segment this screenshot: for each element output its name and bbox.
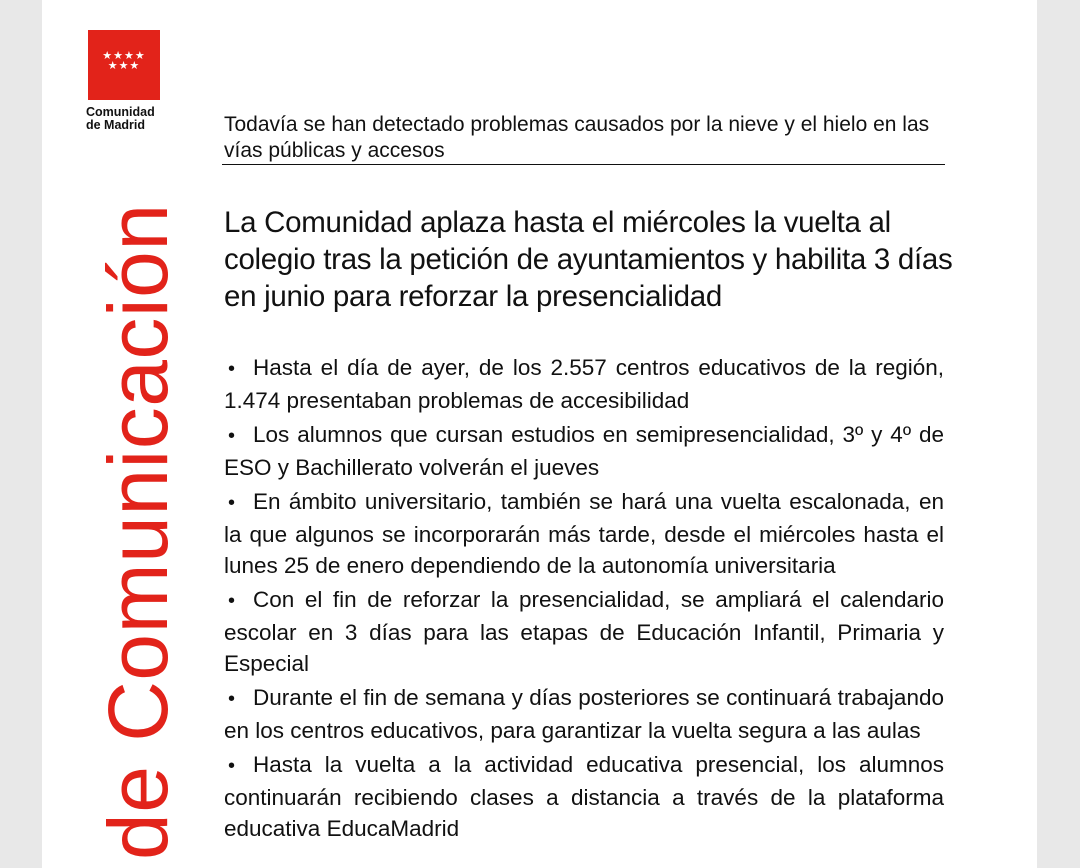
list-item <box>224 486 944 581</box>
bullet-icon: • <box>228 492 236 514</box>
list-item-text: Hasta el día de ayer, de los 2.557 centros educativos de la región, 1.474 presentaban problemas de accesibilidad <box>224 355 944 413</box>
bullet-icon: • <box>228 688 236 710</box>
list-item-text: Hasta la vuelta a la actividad educativa presencial, los alumnos continuarán recibiendo clases a distancia a través de la plataforma educativa EducaMadrid <box>224 752 944 841</box>
organization-name-line2: de Madrid <box>86 118 146 132</box>
bullet-icon: • <box>228 755 236 777</box>
divider <box>222 164 945 165</box>
bullet-icon: • <box>228 590 236 612</box>
list-item-text: Los alumnos que cursan estudios en semipresencialidad, 3º y 4º de ESO y Bachillerato volverán el jueves <box>224 422 944 480</box>
kicker-text: Todavía se han detectado problemas causados por la nieve y el hielo en las vías públicas y accesos <box>224 113 930 162</box>
bullet-icon: • <box>228 358 236 380</box>
organization-name-line1: Comunidad <box>86 105 155 119</box>
list-item <box>224 749 944 844</box>
list-item <box>224 352 944 416</box>
list-item-text: Con el fin de reforzar la presencialidad, se ampliará el calendario escolar en 3 días para las etapas de Educación Infantil, Primaria y Especial <box>224 587 944 676</box>
list-item <box>224 419 944 483</box>
bullet-icon: • <box>228 425 236 447</box>
list-item <box>224 682 944 746</box>
list-item-text: Durante el fin de semana y días posteriores se continuará trabajando en los centros educativos, para garantizar la vuelta segura a las aulas <box>224 685 944 743</box>
list-item <box>224 584 944 679</box>
stars-icon: ★★★★ ★★★ <box>102 49 146 72</box>
madrid-stars-logo-icon <box>88 30 160 100</box>
side-title: de Comunicación <box>91 203 185 860</box>
bullet-list <box>224 352 944 847</box>
list-item-text: En ámbito universitario, también se hará una vuelta escalonada, en la que algunos se incorporarán más tarde, desde el miércoles hasta el lunes 25 de enero dependiendo de la autonomía universitaria <box>224 489 944 578</box>
press-release-page <box>42 0 1037 868</box>
page-title: La Comunidad aplaza hasta el miércoles la vuelta al colegio tras la petición de ayuntamientos y habilita 3 días en junio para reforzar la presencialidad <box>224 206 953 313</box>
organization-name <box>86 106 155 132</box>
